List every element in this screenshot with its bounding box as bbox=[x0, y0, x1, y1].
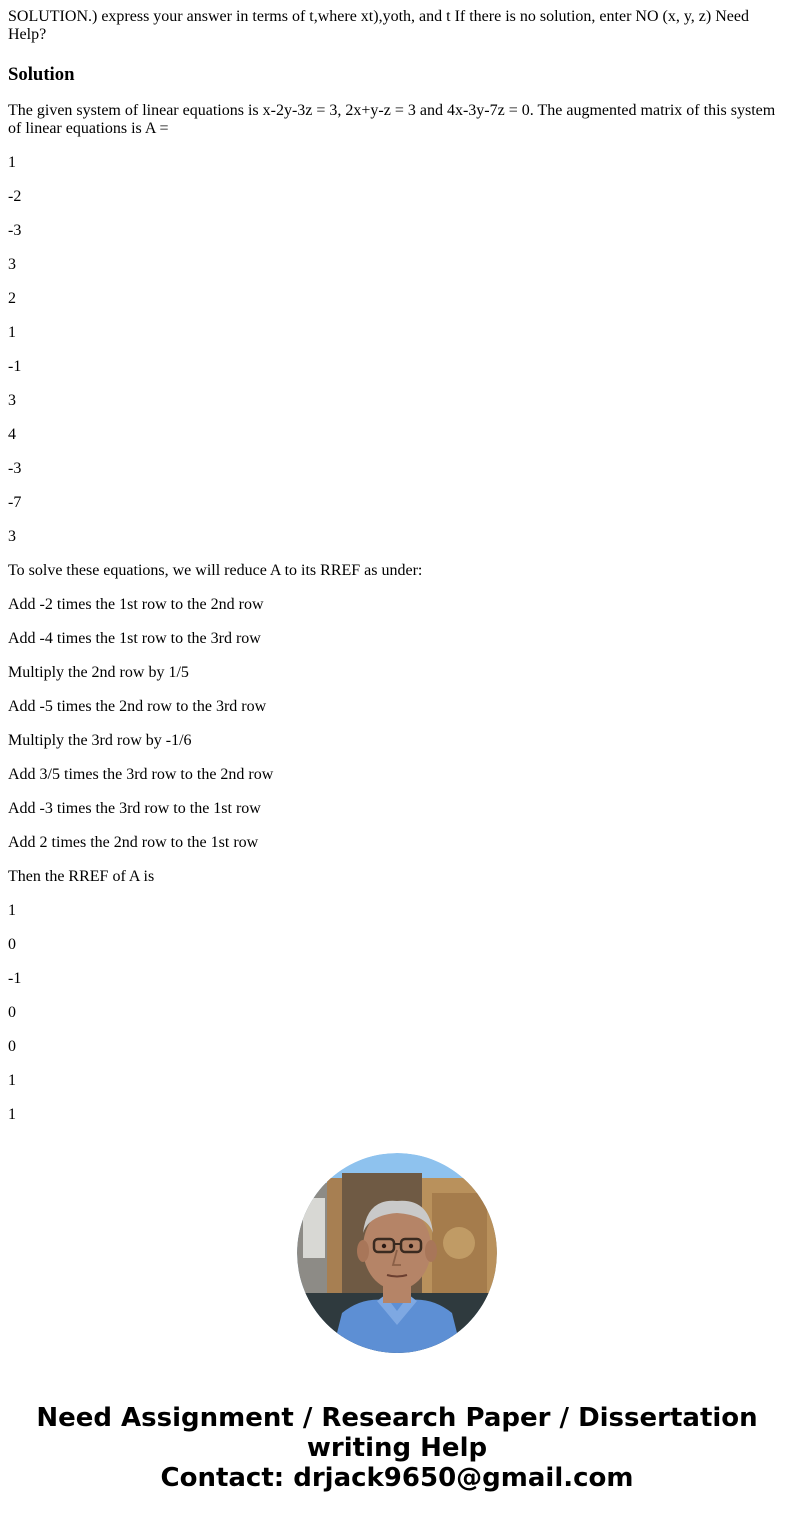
row-operation-step: Add 3/5 times the 3rd row to the 2nd row bbox=[8, 766, 274, 783]
rref-entry: 1 bbox=[8, 1072, 16, 1089]
author-portrait bbox=[297, 1153, 497, 1353]
promo-banner bbox=[0, 1403, 794, 1493]
rref-entry: -1 bbox=[8, 970, 22, 987]
matrix-a-entry: 2 bbox=[8, 290, 16, 307]
intro-paragraph: The given system of linear equations is x-2y-3z = 3, 2x+y-z = 3 and 4x-3y-7z = 0. The augmented matrix of this system of linear equations is A = bbox=[8, 102, 776, 137]
matrix-a-entry: -3 bbox=[8, 460, 22, 477]
portrait-illustration bbox=[297, 1153, 497, 1353]
rref-entry: 0 bbox=[8, 1004, 16, 1021]
matrix-a-entry: 1 bbox=[8, 154, 16, 171]
matrix-a-entry: -2 bbox=[8, 188, 22, 205]
reduce-intro: To solve these equations, we will reduce A to its RREF as under: bbox=[8, 562, 423, 579]
row-operation-step: Add -4 times the 1st row to the 3rd row bbox=[8, 630, 261, 647]
matrix-a-entry: 3 bbox=[8, 392, 16, 409]
solution-heading: Solution bbox=[8, 64, 75, 85]
rref-entry: 0 bbox=[8, 1038, 16, 1055]
matrix-a-entry: -7 bbox=[8, 494, 22, 511]
rref-intro: Then the RREF of A is bbox=[8, 868, 155, 885]
matrix-a-entry: -1 bbox=[8, 358, 22, 375]
row-operation-step: Add -2 times the 1st row to the 2nd row bbox=[8, 596, 264, 613]
rref-entry: 0 bbox=[8, 936, 16, 953]
row-operation-step: Add -5 times the 2nd row to the 3rd row bbox=[8, 698, 267, 715]
promo-contact-line: Contact: drjack9650@gmail.com bbox=[160, 1463, 634, 1493]
row-operation-step: Multiply the 3rd row by -1/6 bbox=[8, 732, 192, 749]
matrix-a-entry: 3 bbox=[8, 528, 16, 545]
matrix-a-entry: 3 bbox=[8, 256, 16, 273]
row-operation-step: Add -3 times the 3rd row to the 1st row bbox=[8, 800, 261, 817]
question-text: SOLUTION.) express your answer in terms of t,where xt),yoth, and t If there is no solution, enter NO (x, y, z) Need Help? bbox=[8, 8, 749, 43]
matrix-a-entry: 4 bbox=[8, 426, 16, 443]
promo-line-1: Need Assignment / Research Paper / Dissertation bbox=[36, 1403, 758, 1433]
row-operation-step: Multiply the 2nd row by 1/5 bbox=[8, 664, 189, 681]
matrix-a-entry: 1 bbox=[8, 324, 16, 341]
matrix-a-entry: -3 bbox=[8, 222, 22, 239]
rref-entry: 1 bbox=[8, 902, 16, 919]
promo-line-2: writing Help bbox=[306, 1433, 488, 1463]
rref-entry: 1 bbox=[8, 1106, 16, 1123]
row-operation-step: Add 2 times the 2nd row to the 1st row bbox=[8, 834, 259, 851]
